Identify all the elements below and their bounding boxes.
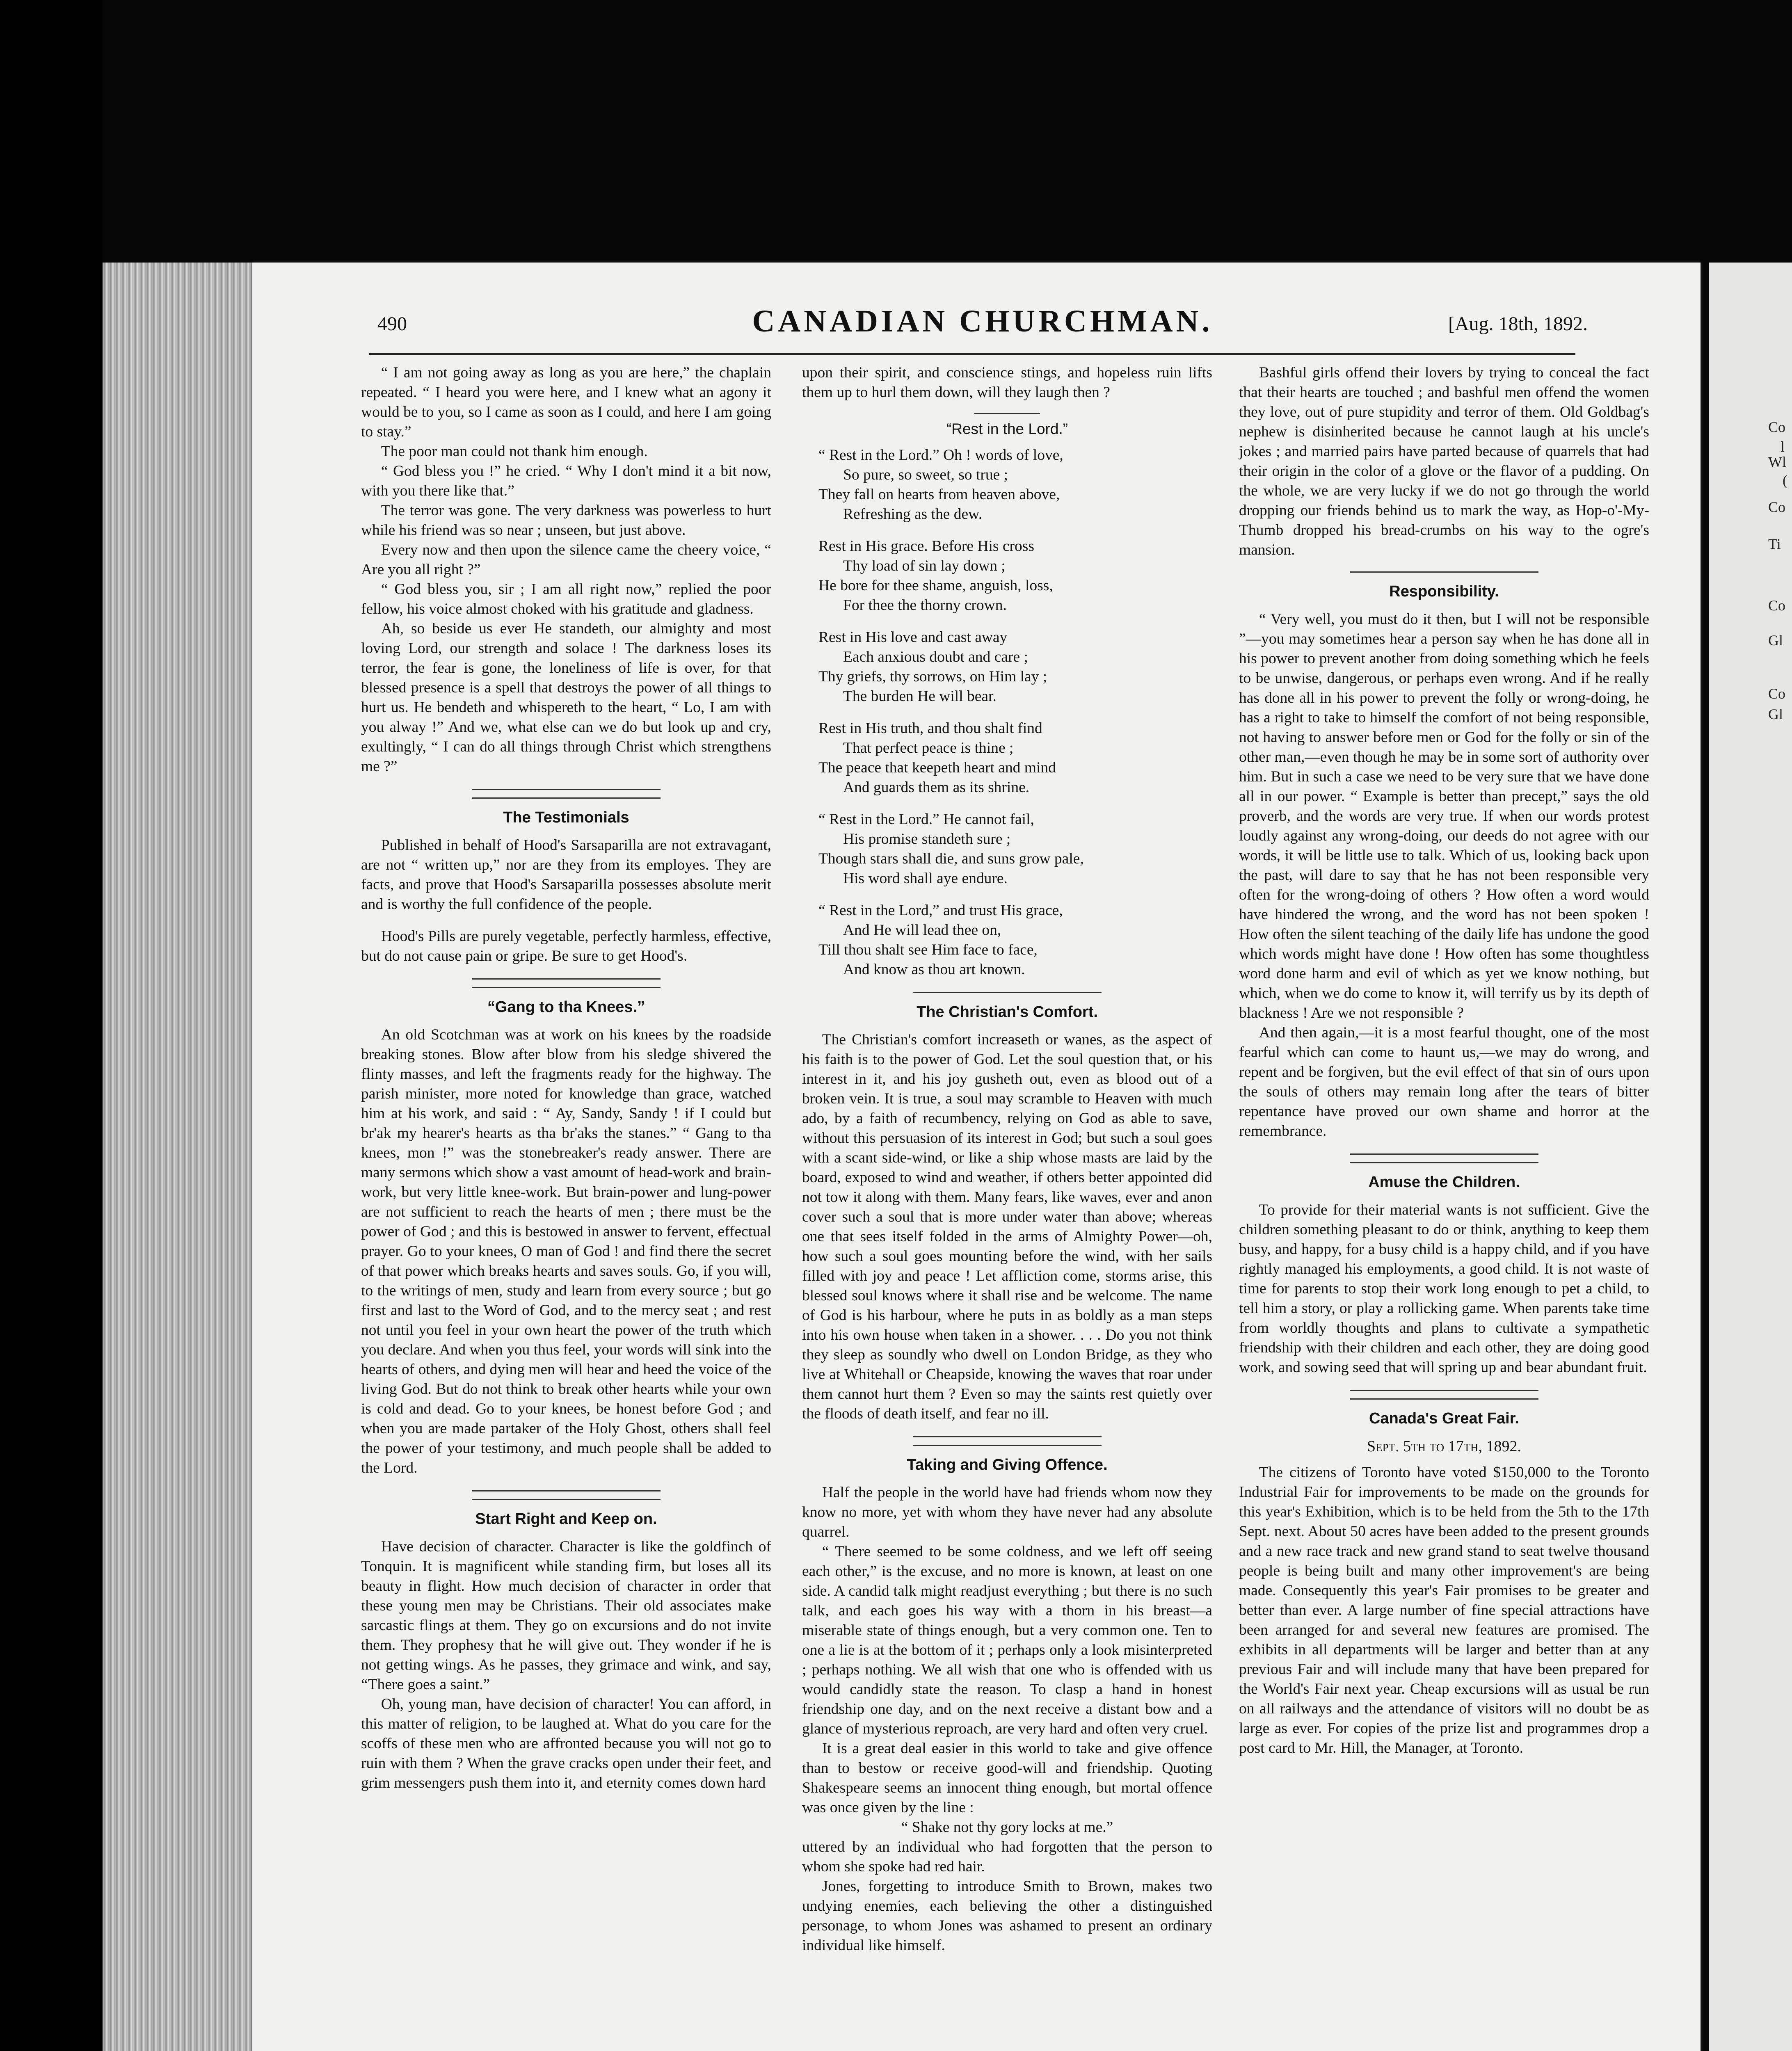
header-rule bbox=[369, 353, 1575, 355]
poem-stanza bbox=[818, 901, 1212, 980]
poem-line: They fall on hearts from heaven above, bbox=[818, 486, 1060, 503]
paragraph: “ God bless you, sir ; I am all right now,” replied the poor fellow, his voice almost choked with his gratitude and gladness. bbox=[361, 581, 771, 617]
page-header bbox=[377, 304, 1588, 340]
edge-fragment: Gl bbox=[1768, 706, 1783, 722]
poem-line: Rest in His truth, and thou shalt find bbox=[818, 720, 1042, 737]
poem-line: And know as thou art known. bbox=[843, 961, 1025, 978]
section-divider bbox=[1350, 1390, 1538, 1391]
section-divider bbox=[472, 1499, 661, 1500]
poem-line: The burden He will bear. bbox=[843, 688, 997, 705]
edge-fragment: Gl bbox=[1768, 632, 1783, 649]
paragraph: Oh, young man, have decision of character! You can afford, in this matter of religion, to be laughed at. What do you care for the scoffs of these men who are affronted because you will not go to ruin with them ? When the grave cracks open under their feet, and grim messengers push them into it, and eternity comes down hard bbox=[361, 1696, 771, 1791]
poem-stanza bbox=[818, 628, 1212, 706]
paragraph: uttered by an individual who had forgotten that the person to whom she spoke had red hair. bbox=[802, 1839, 1212, 1875]
paragraph: “ I am not going away as long as you are here,” the chaplain repeated. “ I heard you were here, and I knew what an agony it would be to you, so I came as soon as I could, and here I am going to stay.” bbox=[361, 364, 771, 440]
poem-line: “ Rest in the Lord,” and trust His grace, bbox=[818, 902, 1063, 919]
poem-line: And guards them as its shrine. bbox=[843, 779, 1030, 796]
short-divider bbox=[974, 413, 1040, 414]
poem-title: “Rest in the Lord.” bbox=[946, 420, 1068, 437]
paragraph: “ Very well, you must do it then, but I will not be responsible ”—you may sometimes hear a person say when he has done all in his power to prevent another from doing something which he feels to be unwise, dangerous, or perhaps even wrong. And if he really has done all in his power to prevent the folly or wrong-doing, he has a right to take to himself the comfort of not being responsible, not having to answer before men or God for the folly or sin of the other man,—even though he may be in some sort of authority over him. But in such a case we need to be very sure that we have done all in our power. “ Example is better than precept,” says the old proverb, and the words are very true. If when our words protest loudly against any wrong-doing, our deeds do not agree with our words, it will be little use to talk. Which of us, looking back upon the past, will dare to say that he has not been responsible very often for the wrong-doing of others ? How often a word would have hindered the wrong, and the word has not been spoken ! How often the silent teaching of the daily life has undone the good which words might have done ! How often has some thoughtless word done harm and evil of which as yet we know nothing, but which, when we do come to know it, will terrify us by its depth of blackness ! Are we not responsible ? bbox=[1239, 611, 1649, 1021]
paragraph: The Christian's comfort increaseth or wanes, as the aspect of his faith is to the power of God. Let the soul question that, or his interest in it, and his joy gusheth out, even as blood out of a broken vein. It is true, a soul may scramble to Heaven with much ado, by a faith of recumbency, relying on God as able to save, without this persuasion of its interest in God; but such a soul goes with a scant side-wind, or like a ship whose masts are laid by the board, exposed to wind and weather, if others better appointed did not tow it along with them. Many fears, like waves, ever and anon cover such a soul that is more under water than above; whereas one that sees itself folded in the arms of Almighty Power—oh, how such a soul goes mounting before the wind, with her sails filled with joy and peace ! Let affliction come, storms arise, this blessed soul knows where it shall rise and be welcome. The name of God is his harbour, where he puts in as boldly as a man steps into his own house when taken in a shower. . . . Do you not think they sleep as soundly who dwell on London Bridge, as they who live at Whitehall or Cheapside, knowing the waves that roar under them cannot hurt them ? Even so may the saints rest quietly over the floods of death itself, and fear no ill. bbox=[802, 1031, 1212, 1422]
paragraph: Jones, forgetting to introduce Smith to Brown, makes two undying enemies, each believing the other a distinguished personage, to whom Jones was ashamed to present an ordinary individual like himself. bbox=[802, 1878, 1212, 1954]
poem-line: The peace that keepeth heart and mind bbox=[818, 759, 1056, 776]
section-divider bbox=[472, 987, 661, 988]
section-divider bbox=[913, 1436, 1102, 1437]
paragraph: The citizens of Toronto have voted $150,000 to the Toronto Industrial Fair for improvements to be made on the grounds for this year's Exhibition, which is to be held from the 5th to the 17th Sept. next. About 50 acres have been added to the present grounds and a new race track and new grand stand to seat twelve thousand people is being built and many other improvement's are being made. Consequently this year's Fair promises to be greater and better than ever. A large number of fine special attractions have been arranged for and several new features are promised. The exhibits in all departments will be larger and better than at any previous Fair and will include many that have been prepared for the World's Fair next year. Cheap excursions will as usual be run on all railways and the attendance of visitors will no doubt be as large as ever. For copies of the prize list and programmes drop a post card to Mr. Hill, the Manager, at Toronto. bbox=[1239, 1464, 1649, 1756]
section-subheading: Sept. 5th to 17th, 1892. bbox=[1367, 1438, 1522, 1455]
edge-fragment: Ti bbox=[1768, 536, 1781, 552]
poem-line: His word shall aye endure. bbox=[843, 870, 1008, 887]
paragraph: The poor man could not thank him enough. bbox=[381, 443, 648, 460]
poem-line: Though stars shall die, and suns grow pale, bbox=[818, 850, 1084, 867]
section-heading: Amuse the Children. bbox=[1368, 1174, 1520, 1191]
poem-line: For thee the thorny crown. bbox=[843, 597, 1007, 614]
poem-stanza bbox=[818, 537, 1212, 615]
paragraph: upon their spirit, and conscience stings, and hopeless ruin lifts them up to hurl them down, will they laugh then ? bbox=[802, 364, 1212, 401]
section-heading: “Gang to tha Knees.” bbox=[487, 998, 645, 1016]
section-divider bbox=[913, 1445, 1102, 1446]
paragraph: “ God bless you !” he cried. “ Why I don't mind it a bit now, with you there like that.” bbox=[361, 463, 771, 499]
section-heading: Canada's Great Fair. bbox=[1369, 1410, 1519, 1427]
poem-stanza bbox=[818, 445, 1212, 524]
edge-fragment: Co bbox=[1768, 499, 1786, 515]
section-divider bbox=[1350, 1153, 1538, 1155]
column-2 bbox=[802, 363, 1212, 1955]
section-divider bbox=[472, 1490, 661, 1491]
paragraph: Ah, so beside us ever He standeth, our almighty and most loving Lord, our strength and solace ! The darkness loses its terror, the fear is gone, the loneliness of life is over, for that blessed presence is a spell that destroys the power of all things to hurt us. He bendeth and whispereth to the heart, “ Lo, I am with you alway !” And we, what else can we do but look up and cry, exultingly, “ I can do all things through Christ which strengthens me ?” bbox=[361, 620, 771, 775]
poem-line: “ Rest in the Lord.” He cannot fail, bbox=[818, 811, 1034, 828]
poem-line: That perfect peace is thine ; bbox=[843, 740, 1014, 756]
paragraph: The terror was gone. The very darkness was powerless to hurt while his friend was so near ; unseen, but just above. bbox=[361, 502, 771, 539]
section-divider bbox=[1350, 571, 1538, 573]
poem-line: And He will lead thee on, bbox=[843, 922, 1001, 939]
poem-stanza bbox=[818, 719, 1212, 797]
page-edges bbox=[103, 263, 254, 2051]
section-divider bbox=[1350, 1162, 1538, 1163]
section-divider bbox=[472, 789, 661, 790]
poem-line: Each anxious doubt and care ; bbox=[843, 649, 1028, 665]
poem-line: His promise standeth sure ; bbox=[843, 831, 1011, 847]
paragraph: Published in behalf of Hood's Sarsaparilla are not extravagant, are not “ written up,” nor are they from its employes. They are facts, and prove that Hood's Sarsaparilla possesses absolute merit and is worthy the full confidence of the people. bbox=[361, 837, 771, 913]
section-heading: Taking and Giving Offence. bbox=[907, 1456, 1108, 1473]
paragraph: Bashful girls offend their lovers by trying to conceal the fact that their hearts are touched ; and bashful men offend the women they love, out of pure stupidity and terror of them. Old Goldbag's nephew is disinherited because he cannot laugh at his uncle's jokes ; and married pairs have parted because of quarrels that had their origin in the color of a glove or the flavor of a pudding. On the whole, we are very lucky if we do not go through the world dropping our friends behind us to mark the way, as Hop-o'-My-Thumb dropped his bread-crumbs on his way to the ogre's mansion. bbox=[1239, 364, 1649, 558]
column-1 bbox=[361, 363, 771, 1793]
edge-fragment: Co bbox=[1768, 685, 1786, 702]
edge-fragment: Co bbox=[1768, 597, 1786, 614]
masthead: CANADIAN CHURCHMAN. bbox=[752, 304, 1213, 338]
edge-fragment: l bbox=[1781, 439, 1785, 455]
poem-line: Till thou shalt see Him face to face, bbox=[818, 941, 1038, 958]
poem-line: So pure, so sweet, so true ; bbox=[843, 466, 1008, 483]
section-heading: Start Right and Keep on. bbox=[475, 1510, 657, 1528]
section-heading: The Christian's Comfort. bbox=[917, 1003, 1098, 1021]
paragraph: “ There seemed to be some coldness, and we left off seeing each other,” is the excuse, and no more is known, at least on one side. A candid talk might readjust everything ; but there is no such talk, and each goes his way with a thorn in his breast—a miserable state of things enough, but a very common one. Ten to one a lie is at the bottom of it ; perhaps only a look misinterpreted ; perhaps nothing. We all wish that one who is offended with us would candidly state the reason. To clasp a hand in honest friendship one day, and on the next receive a distant bow and a glance of mysterious reproach, are very hard and often very cruel. bbox=[802, 1543, 1212, 1737]
adjacent-page-edge bbox=[1709, 263, 1792, 2051]
poem-line: Thy load of sin lay down ; bbox=[843, 557, 1006, 574]
edge-fragment: Co bbox=[1768, 419, 1786, 435]
paragraph: Every now and then upon the silence came the cheery voice, “ Are you all right ?” bbox=[361, 541, 771, 578]
section-divider bbox=[1350, 1398, 1538, 1400]
paragraph: To provide for their material wants is not sufficient. Give the children something pleasant to do or think, anything to keep them busy, and happy, for a busy child is a happy child, and if you have rightly managed his employments, a good child. It is not waste of time for parents to stop their work long enough to pet a child, to tell him a story, or play a rollicking game. When parents take time from worldly thoughts and plans to cultivate a sympathetic friendship with their children and each other, they are doing good work, and sowing seed that will spring up and bear abundant fruit. bbox=[1239, 1201, 1649, 1376]
paragraph: And then again,—it is a most fearful thought, one of the most fearful which can come to haunt us,—we may do wrong, and repent and be forgiven, but the evil effect of that sin of ours upon the souls of others may remain long after the tears of bitter repentance have proved our own shame and horror at the remembrance. bbox=[1239, 1024, 1649, 1140]
paragraph: An old Scotchman was at work on his knees by the roadside breaking stones. Blow after blow from his sledge shivered the flinty masses, and left the fragments ready for the highway. The parish minister, more noted for knowledge than grace, watched him at his work, and said : “ Ay, Sandy, Sandy ! if I could but br'ak my hearer's hearts as tha br'aks the stanes.” “ Gang to tha knees, mon !” was the stonebreaker's ready answer. There are many sermons which show a vast amount of head-work and brain-work, but very little knee-work. But brain-power and lung-power are not sufficient to reach the hearts of men ; there must be the power of God ; and this is bestowed in answer to fervent, effectual prayer. Go to your knees, O man of God ! and find there the secret of that power which breaks hearts and saves souls. Go, if you will, to the writings of men, study and learn from every source ; but go first and last to the Word of God, and to the mercy seat ; and rest not until you feel in your own heart the power of the truth which you declare. And when you thus feel, your words will sink into the hearts of others, and dying men will hear and heed the voice of the living God. But do not think to break other hearts while your own is cold and dead. Go to your knees, be honest before God ; and when you are made partaker of the Holy Ghost, others shall feel the power of your testimony, and much people shall be added to the Lord. bbox=[361, 1026, 771, 1476]
section-divider bbox=[472, 978, 661, 980]
issue-date: [Aug. 18th, 1892. bbox=[1448, 313, 1588, 335]
paragraph: It is a great deal easier in this world to take and give offence than to bestow or receive good-will and friendship. Quoting Shakespeare seems an innocent thing enough, but mortal offence was once given by the line : bbox=[802, 1740, 1212, 1816]
paragraph: Half the people in the world have had friends whom now they know no more, yet with whom they have never had any absolute quarrel. bbox=[802, 1484, 1212, 1540]
poem-line: Refreshing as the dew. bbox=[843, 506, 983, 523]
section-heading: Responsibility. bbox=[1389, 583, 1499, 600]
poem-line: “ Rest in the Lord.” Oh ! words of love, bbox=[818, 447, 1063, 464]
poem-line: Rest in His grace. Before His cross bbox=[818, 538, 1034, 555]
paragraph: Have decision of character. Character is like the goldfinch of Tonquin. It is magnificent while standing firm, but loses all its beauty in flight. How much decision of character in order that these young men may be Christians. Their old associates make sarcastic flings at them. They go on excursions and do not invite them. They prophesy that he will give out. They wonder if he is not getting wings. As he passes, they grimace and wink, and say, “There goes a saint.” bbox=[361, 1538, 771, 1693]
section-divider bbox=[913, 992, 1102, 993]
poem-line: Thy griefs, thy sorrows, on Him lay ; bbox=[818, 668, 1047, 685]
column-3 bbox=[1239, 363, 1649, 1758]
poem-line: He bore for thee shame, anguish, loss, bbox=[818, 577, 1053, 594]
scan-background bbox=[0, 0, 103, 2051]
quoted-line: “ Shake not thy gory locks at me.” bbox=[901, 1819, 1113, 1836]
edge-fragment: Wl bbox=[1768, 454, 1786, 470]
paragraph: Hood's Pills are purely vegetable, perfectly harmless, effective, but do not cause pain or gripe. Be sure to get Hood's. bbox=[361, 928, 771, 964]
section-divider bbox=[472, 797, 661, 799]
section-heading: The Testimonials bbox=[503, 809, 629, 826]
poem-line: Rest in His love and cast away bbox=[818, 629, 1008, 646]
edge-fragment: ( bbox=[1783, 472, 1787, 489]
page-number: 490 bbox=[377, 313, 407, 335]
poem-stanza bbox=[818, 810, 1212, 888]
